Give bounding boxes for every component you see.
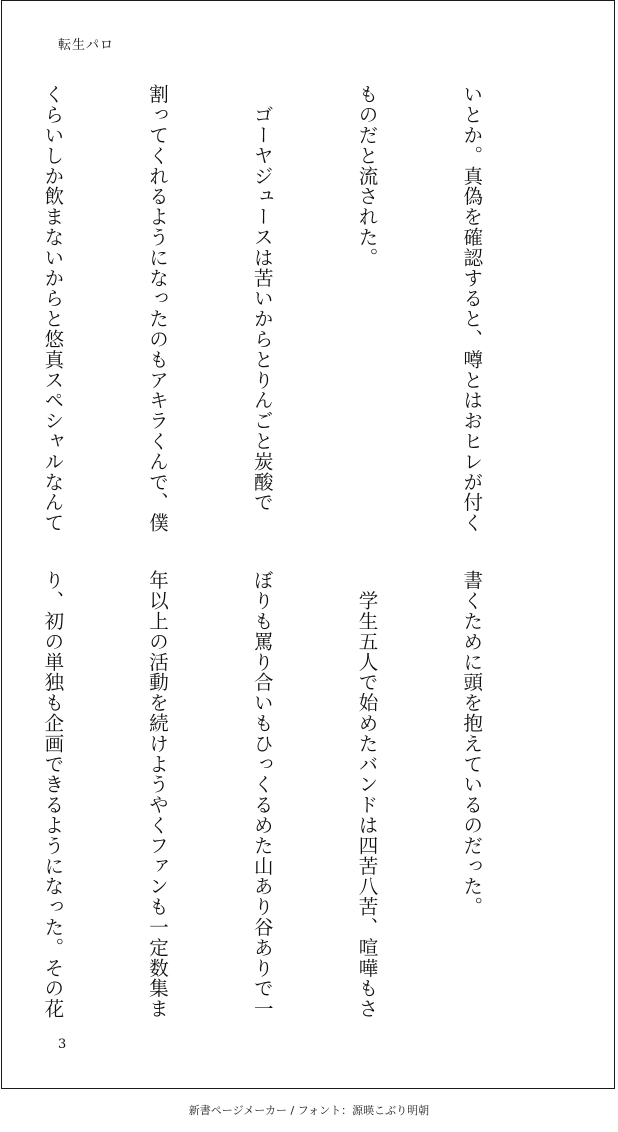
book-page — [1, 0, 615, 1089]
text-line: 割ってくれるようになったのもアキラくんで、僕 — [146, 84, 170, 533]
page-number: 3 — [58, 1037, 67, 1052]
text-line: 学生五人で始めたバンドは四苦八苦、喧嘩もさ — [355, 570, 379, 1019]
text-block-bottom — [0, 570, 558, 1030]
text-block-top — [0, 84, 558, 544]
text-line: いとか。真偽を確認すると、噂とはおヒレが付く — [460, 84, 484, 533]
text-line: り、初の単独も企画できるようになった。その花 — [41, 570, 65, 1019]
text-line: 年以上の活動を続けようやくファンも一定数集ま — [146, 570, 170, 1019]
running-head: 転生パロ — [58, 38, 115, 53]
footer-credit: 新書ページメーカー / フォント：源暎こぶり明朝 — [188, 1104, 430, 1117]
text-line: 書くために頭を抱えているのだった。 — [460, 570, 484, 917]
text-line: ゴーヤジュースは苦いからとりんごと炭酸で — [250, 84, 274, 513]
text-line: ものだと流された。 — [355, 84, 379, 268]
text-line: ぼりも罵り合いもひっくるめた山あり谷ありで一 — [250, 570, 274, 1019]
text-line: くらいしか飲まないからと悠真スペシャルなんて — [41, 84, 65, 533]
